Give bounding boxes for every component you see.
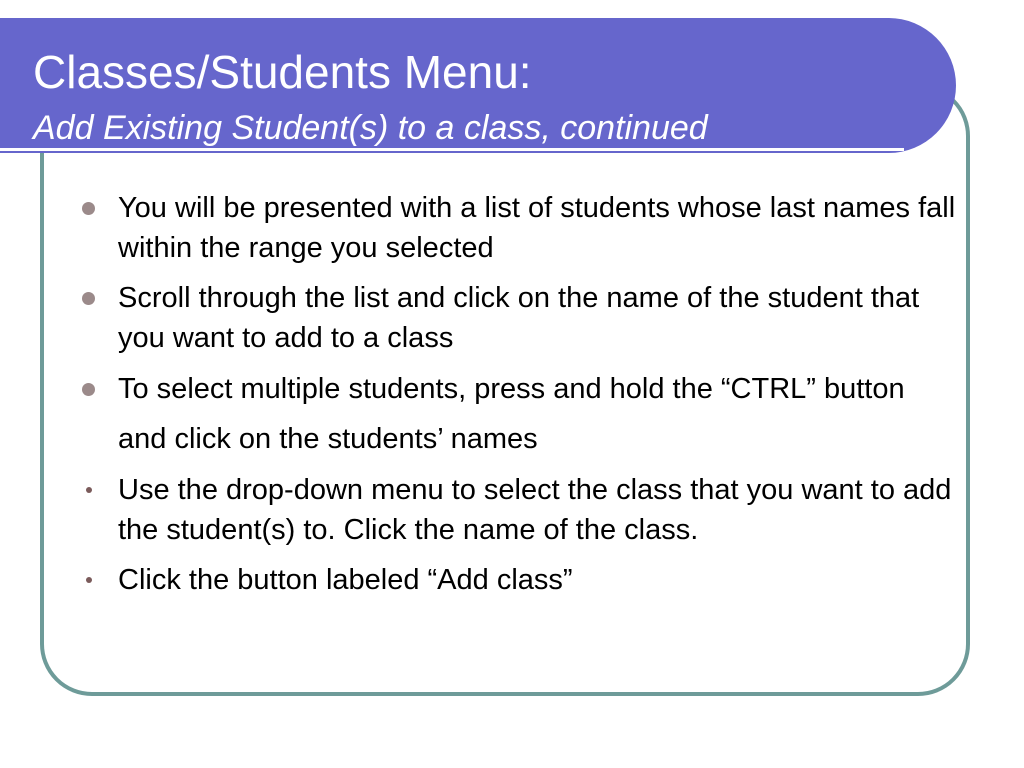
bullet-disc-icon xyxy=(82,383,95,396)
bullet-text: Click the button labeled “Add class” xyxy=(118,564,573,596)
title-underline xyxy=(0,148,904,151)
bullet-dot-icon xyxy=(86,577,92,583)
bullet-list xyxy=(78,188,958,610)
bullet-dot-icon xyxy=(86,487,92,493)
bullet-disc-icon xyxy=(82,292,95,305)
bullet-text: Scroll through the list and click on the name of the student that you want to add to a class xyxy=(118,282,920,354)
bullet-item xyxy=(78,470,958,550)
title-banner xyxy=(0,18,956,153)
bullet-item xyxy=(78,364,958,464)
bullet-text: You will be presented with a list of students whose last names fall within the range you selected xyxy=(118,192,956,264)
slide-subtitle: Add Existing Student(s) to a class, continued xyxy=(33,109,708,147)
bullet-text: To select multiple students, press and hold the “CTRL” button and click on the students’ names xyxy=(118,373,905,455)
bullet-item xyxy=(78,278,958,358)
bullet-text: Use the drop-down menu to select the class that you want to add the student(s) to. Click the name of the class. xyxy=(118,474,952,546)
slide-title: Classes/Students Menu: xyxy=(33,46,532,98)
bullet-item xyxy=(78,560,958,600)
bullet-item xyxy=(78,188,958,268)
bullet-disc-icon xyxy=(82,202,95,215)
